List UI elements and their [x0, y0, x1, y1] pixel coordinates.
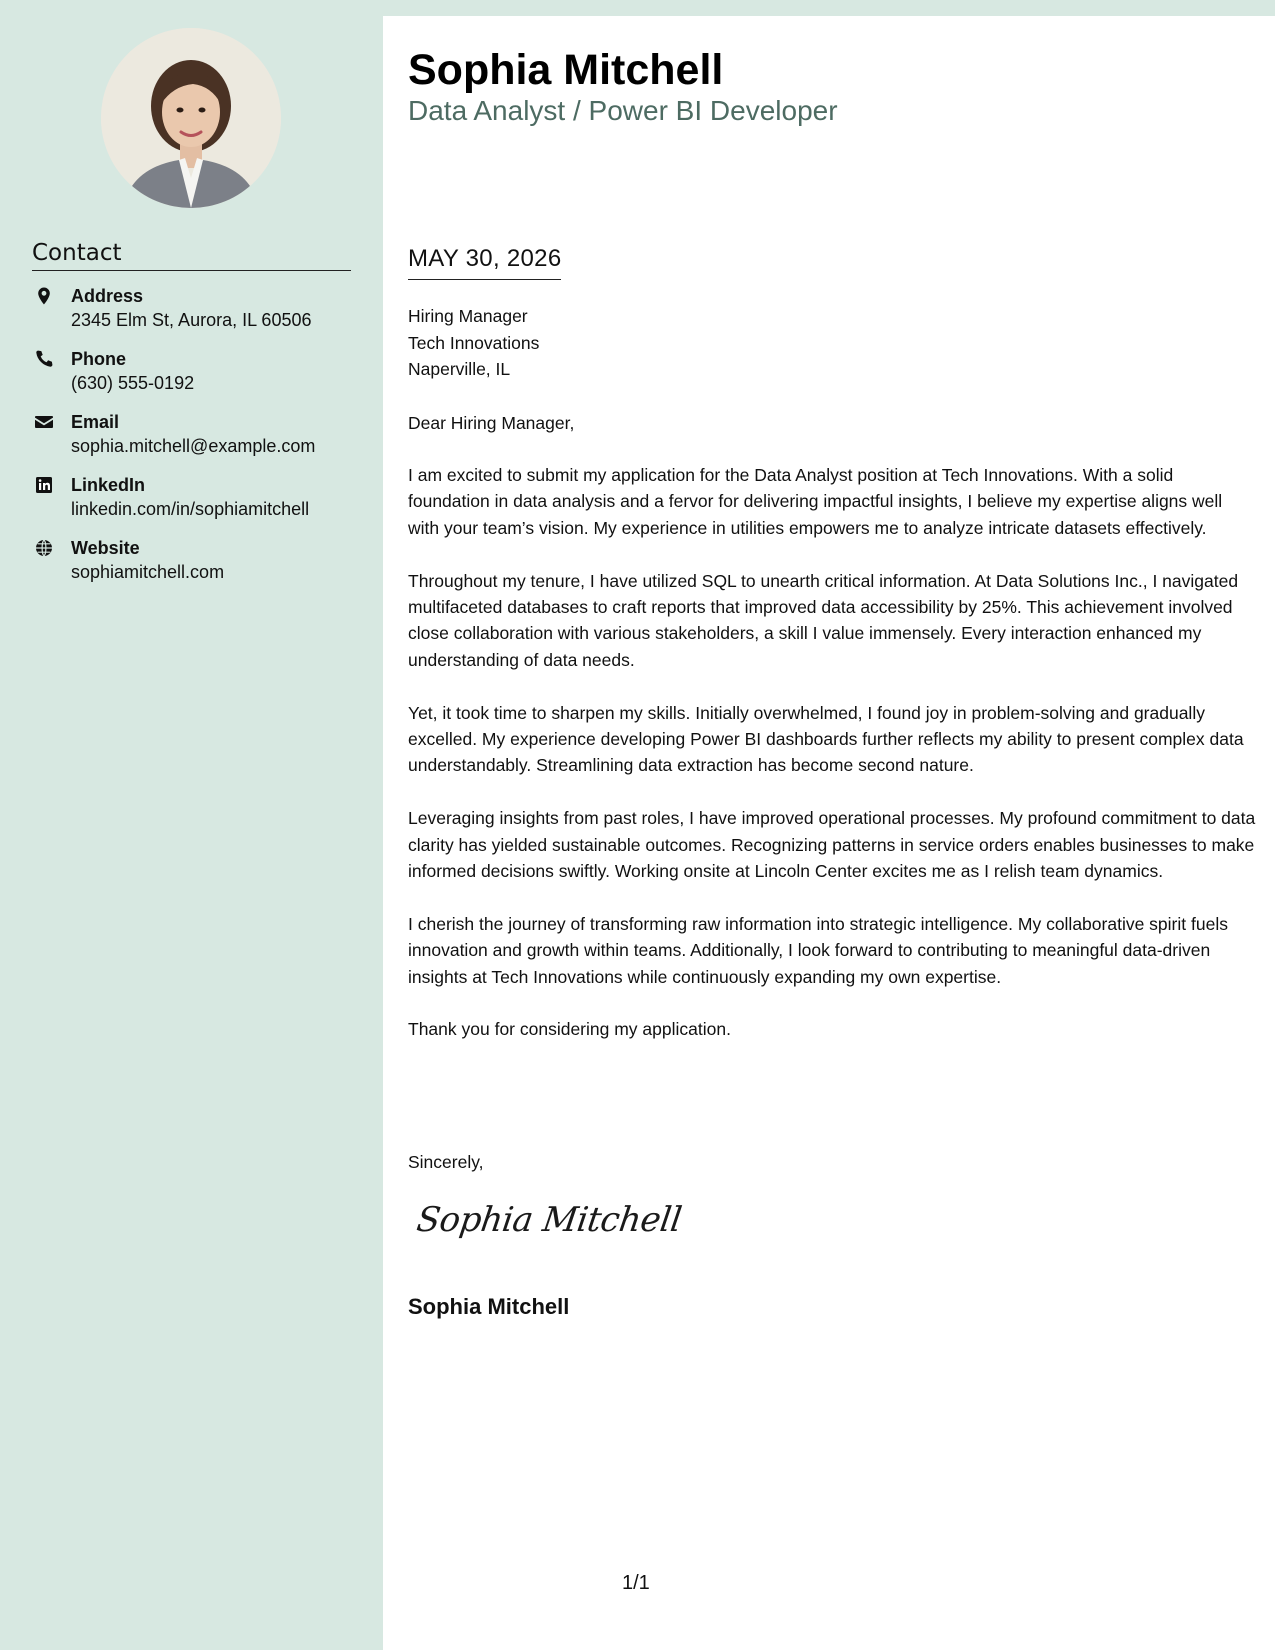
body-paragraph: I am excited to submit my application for the Data Analyst position at Tech Innovations. With a solid foundation in data analysis and a fervor for delivering impactful insights, I believe my expertise aligns well with your team’s vision. My experience in utilities empowers me to analyze intricate datasets effectively.	[408, 465, 1223, 538]
applicant-name: Sophia Mitchell	[408, 46, 724, 94]
sidebar	[0, 0, 383, 1650]
linkedin-icon	[34, 475, 54, 495]
closing: Sincerely,	[408, 1152, 484, 1172]
contact-value[interactable]: sophia.mitchell@example.com	[71, 436, 316, 456]
contact-label: Email	[71, 412, 120, 432]
page-number: 1/1	[622, 1572, 650, 1594]
contact-label: Website	[71, 538, 140, 558]
body-paragraph: I cherish the journey of transforming raw information into strategic intelligence. My collaborative spirit fuels innovation and growth within teams. Additionally, I look forward to contributing to meaningful data-driven insights at Tech Innovations while continuously expanding my own expertise.	[408, 913, 1228, 987]
contact-value: 2345 Elm St, Aurora, IL 60506	[71, 310, 312, 330]
contact-item-phone	[32, 347, 362, 410]
contact-item-linkedin	[32, 473, 362, 536]
handwritten-signature: Sophia Mitchell	[414, 1200, 684, 1240]
job-title: Data Analyst / Power BI Developer	[408, 95, 838, 126]
contact-item-website	[32, 536, 362, 599]
envelope-icon	[34, 412, 54, 432]
recipient-block	[408, 303, 539, 383]
recipient-line: Tech Innovations	[408, 332, 540, 353]
phone-icon	[34, 349, 54, 369]
contact-value[interactable]: sophiamitchell.com	[71, 562, 225, 582]
letter-body	[408, 462, 1256, 1069]
letter-date: MAY 30, 2026	[408, 244, 561, 280]
body-paragraph: Thank you for considering my application.	[408, 1019, 731, 1040]
globe-icon	[34, 538, 54, 558]
body-paragraph: Yet, it took time to sharpen my skills. Initially overwhelmed, I found joy in problem-solving and gradually excelled. My experience developing Power BI dashboards further reflects my ability to present complex data understandably. Streamlining data extraction has become second nature.	[408, 702, 1244, 776]
location-pin-icon	[34, 286, 54, 306]
profile-photo	[101, 28, 281, 208]
body-paragraph: Throughout my tenure, I have utilized SQL to unearth critical information. At Data Solutions Inc., I navigated multifaceted databases to craft reports that improved data accessibility by 25%. This achievement involved close collaboration with various stakeholders, a skill I value immensely. Every interaction enhanced my understanding of data needs.	[408, 570, 1239, 670]
contact-label: LinkedIn	[71, 475, 146, 495]
recipient-line: Naperville, IL	[408, 359, 511, 379]
contact-value: (630) 555-0192	[71, 373, 195, 393]
contact-value[interactable]: linkedin.com/in/sophiamitchell	[71, 499, 310, 519]
contact-heading: Contact	[32, 240, 351, 271]
contact-item-address	[32, 284, 362, 347]
recipient-line: Hiring Manager	[408, 306, 528, 326]
contact-item-email	[32, 410, 362, 473]
body-paragraph: Leveraging insights from past roles, I have improved operational processes. My profound commitment to data clarity has yielded sustainable outcomes. Recognizing patterns in service orders enables businesses to make informed decisions swiftly. Working onsite at Lincoln Center excites me as I relish team dynamics.	[408, 808, 1256, 882]
contact-label: Address	[71, 286, 144, 306]
greeting: Dear Hiring Manager,	[408, 413, 575, 433]
contact-label: Phone	[71, 349, 127, 369]
signer-name: Sophia Mitchell	[408, 1294, 570, 1319]
contact-list	[32, 284, 362, 599]
